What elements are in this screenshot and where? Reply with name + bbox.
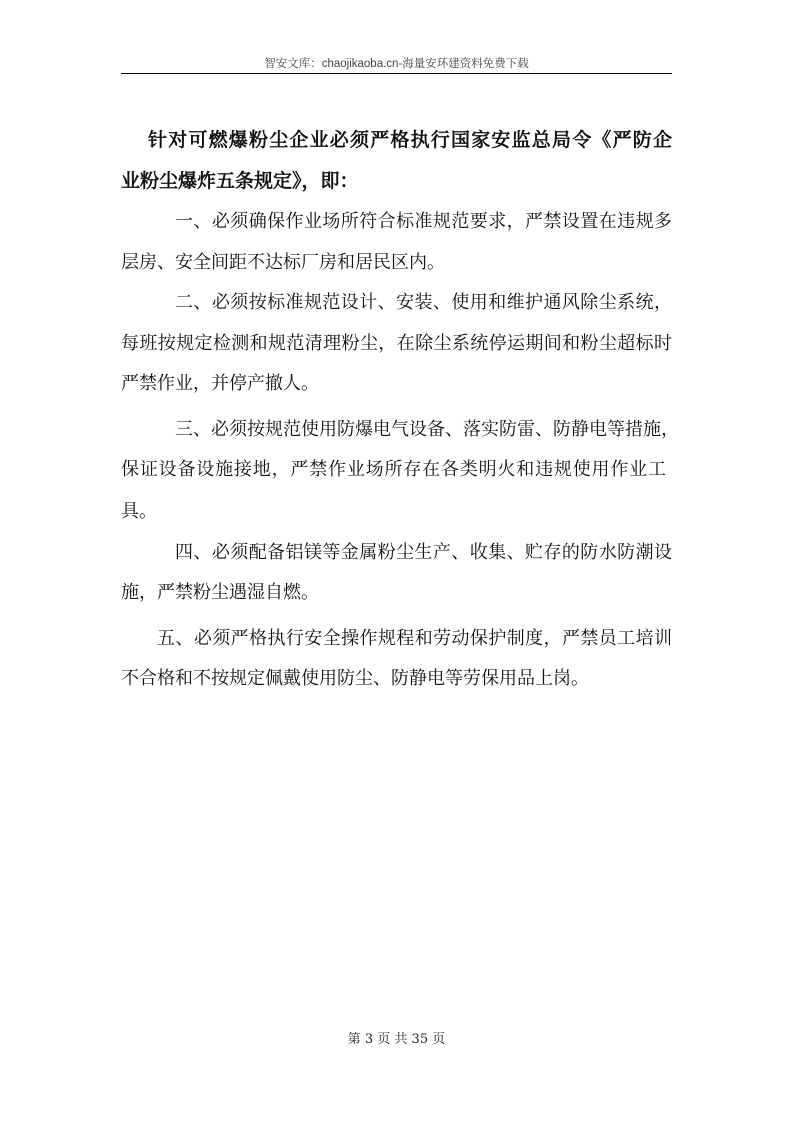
item-line: 每班按规定检测和规范清理粉尘，在除尘系统停运期间和粉尘超标时 bbox=[121, 333, 672, 354]
page-number: 第 3 页 共 35 页 bbox=[347, 1032, 446, 1047]
item-line: 具。 bbox=[121, 501, 157, 522]
header-divider bbox=[121, 73, 672, 74]
item-line: 层房、安全间距不达标厂房和居民区内。 bbox=[121, 252, 445, 273]
item-line: 三、必须按规范使用防爆电气设备、落实防雷、防静电等措施， bbox=[175, 419, 679, 440]
item-line: 施，严禁粉尘遇湿自燃。 bbox=[121, 582, 319, 603]
item-line: 四、必须配备铝镁等金属粉尘生产、收集、贮存的防水防潮设 bbox=[175, 542, 672, 563]
item-line: 不合格和不按规定佩戴使用防尘、防静电等劳保用品上岗。 bbox=[121, 668, 589, 689]
item-line: 保证设备设施接地，严禁作业场所存在各类明火和违规使用作业工 bbox=[121, 459, 666, 480]
item-line: 二、必须按标准规范设计、安装、使用和维护通风除尘系统， bbox=[175, 292, 672, 313]
intro-line: 业粉尘爆炸五条规定》，即： bbox=[121, 170, 359, 192]
item-line: 一、必须确保作业场所符合标准规范要求，严禁设置在违规多 bbox=[175, 211, 672, 232]
page-header: 智安文库：chaojikaoba.cn-海量安环建资料免费下载 bbox=[264, 58, 529, 70]
item-line: 严禁作业，并停产撤人。 bbox=[121, 373, 319, 394]
intro-line: 针对可燃爆粉尘企业必须严格执行国家安监总局令《严防企 bbox=[148, 129, 672, 151]
item-line: 五、必须严格执行安全操作规程和劳动保护制度，严禁员工培训 bbox=[157, 628, 672, 649]
